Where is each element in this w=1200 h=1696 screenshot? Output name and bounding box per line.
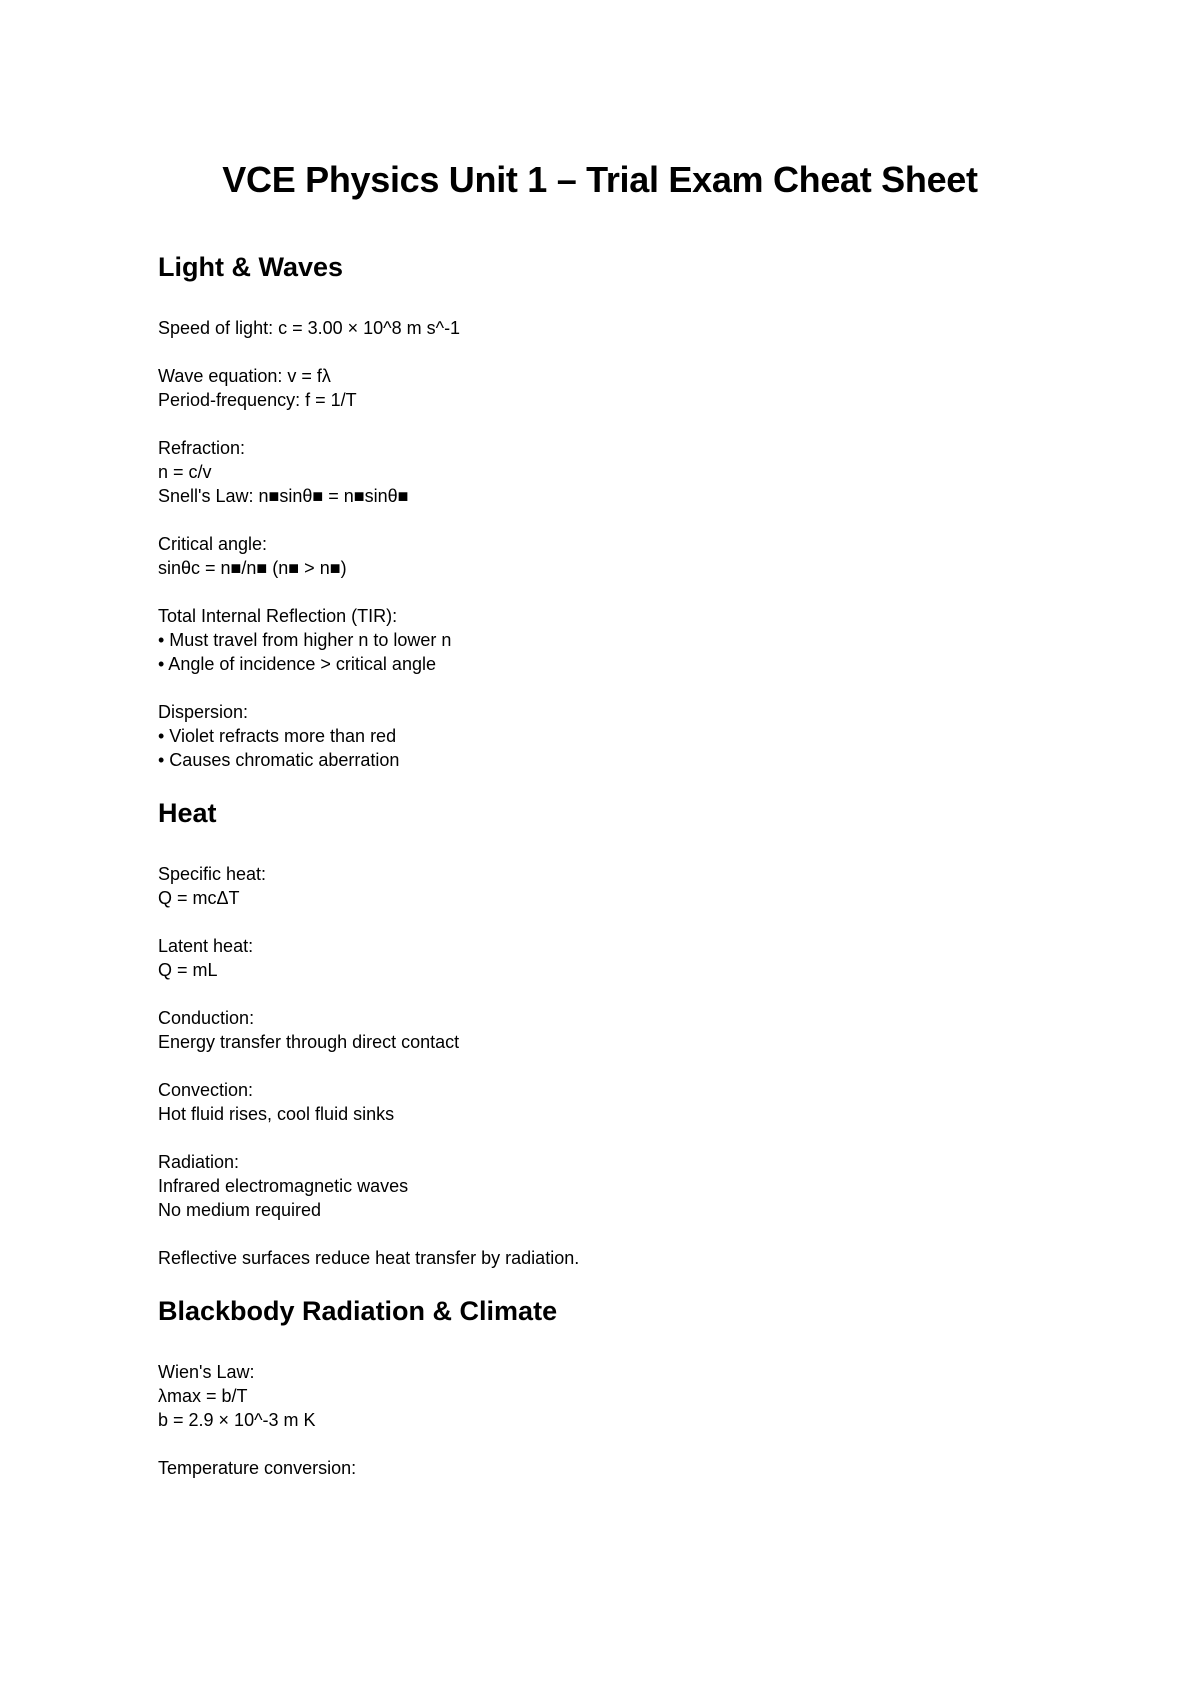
section-body (158, 862, 1058, 1270)
section-heading: Heat (158, 798, 217, 828)
text-line: Q = mcΔT (158, 888, 240, 908)
text-line: Reflective surfaces reduce heat transfer by radiation. (158, 1248, 580, 1268)
text-line: Total Internal Reflection (TIR): (158, 606, 398, 626)
section-heading: Light & Waves (158, 252, 344, 282)
paragraph (158, 1006, 1058, 1054)
section-body (158, 316, 1058, 772)
text-line: No medium required (158, 1200, 322, 1220)
paragraph (158, 1246, 1058, 1270)
text-line: Latent heat: (158, 936, 254, 956)
document-content (158, 250, 1058, 1504)
text-line: Specific heat: (158, 864, 267, 884)
text-line: Temperature conversion: (158, 1458, 357, 1478)
paragraph (158, 364, 1058, 412)
page-title: VCE Physics Unit 1 – Trial Exam Cheat Sheet (222, 159, 978, 200)
section-body (158, 1360, 1058, 1480)
paragraph (158, 1150, 1058, 1222)
text-line: n = c/v (158, 462, 212, 482)
text-line: Refraction: (158, 438, 246, 458)
paragraph (158, 436, 1058, 508)
text-line: Snell's Law: n■sinθ■ = n■sinθ■ (158, 486, 409, 506)
section-heading: Blackbody Radiation & Climate (158, 1296, 558, 1326)
text-line: Speed of light: c = 3.00 × 10^8 m s^-1 (158, 318, 461, 338)
bullet-line: • Causes chromatic aberration (158, 750, 400, 770)
paragraph (158, 604, 1058, 676)
paragraph (158, 1360, 1058, 1432)
bullet-line: • Angle of incidence > critical angle (158, 654, 436, 674)
text-line: Period-frequency: f = 1/T (158, 390, 357, 410)
paragraph (158, 934, 1058, 982)
text-line: Conduction: (158, 1008, 255, 1028)
paragraph (158, 532, 1058, 580)
section-light-waves (158, 250, 1058, 772)
text-line: Convection: (158, 1080, 254, 1100)
text-line: b = 2.9 × 10^-3 m K (158, 1410, 316, 1430)
text-line: Energy transfer through direct contact (158, 1032, 460, 1052)
text-line: Dispersion: (158, 702, 249, 722)
text-line: Critical angle: (158, 534, 268, 554)
text-line: Wave equation: v = fλ (158, 366, 331, 386)
text-line: λmax = b/T (158, 1386, 248, 1406)
paragraph (158, 1456, 1058, 1480)
paragraph (158, 862, 1058, 910)
bullet-line: • Violet refracts more than red (158, 726, 397, 746)
text-line: Hot fluid rises, cool fluid sinks (158, 1104, 395, 1124)
paragraph (158, 1078, 1058, 1126)
text-line: Wien's Law: (158, 1362, 255, 1382)
text-line: sinθc = n■/n■ (n■ > n■) (158, 558, 347, 578)
paragraph (158, 700, 1058, 772)
text-line: Infrared electromagnetic waves (158, 1176, 409, 1196)
section-heat (158, 796, 1058, 1270)
text-line: Radiation: (158, 1152, 240, 1172)
section-blackbody-radiation-climate (158, 1294, 1058, 1480)
text-line: Q = mL (158, 960, 218, 980)
paragraph (158, 316, 1058, 340)
bullet-line: • Must travel from higher n to lower n (158, 630, 452, 650)
